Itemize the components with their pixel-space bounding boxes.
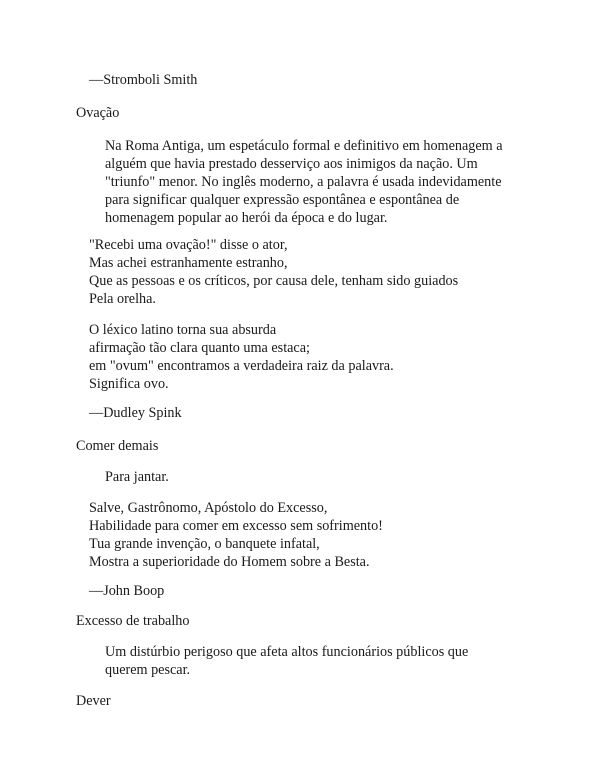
attribution-stromboli-smith: —Stromboli Smith <box>89 72 198 88</box>
entry-term-ovacao: Ovação <box>76 105 120 121</box>
verse-line: Habilidade para comer em excesso sem sofrimento! <box>89 518 383 534</box>
verse-line: Mas achei estranhamente estranho, <box>89 255 288 271</box>
definition-line: Na Roma Antiga, um espetáculo formal e definitivo em homenagem a <box>105 138 503 154</box>
definition-line: Para jantar. <box>105 469 169 485</box>
definition-line: querem pescar. <box>105 662 191 678</box>
verse-line: Significa ovo. <box>89 376 169 392</box>
definition-line: alguém que havia prestado desserviço aos inimigos da nação. Um <box>105 156 478 172</box>
definition-line: "triunfo" menor. No inglês moderno, a palavra é usada indevidamente <box>105 174 502 190</box>
verse-line: Salve, Gastrônomo, Apóstolo do Excesso, <box>89 500 328 516</box>
entry-term-comer-demais: Comer demais <box>76 438 159 454</box>
verse-line: O léxico latino torna sua absurda <box>89 322 277 338</box>
attribution-dudley-spink: —Dudley Spink <box>89 405 182 421</box>
attribution-john-boop: —John Boop <box>89 583 165 599</box>
verse-line: em "ovum" encontramos a verdadeira raiz da palavra. <box>89 358 394 374</box>
definition-line: homenagem popular ao herói da época e do lugar. <box>105 210 388 226</box>
definition-line: para significar qualquer expressão espontânea e espontânea de <box>105 192 460 208</box>
verse-line: Mostra a superioridade do Homem sobre a Besta. <box>89 554 370 570</box>
verse-line: Tua grande invenção, o banquete infatal, <box>89 536 320 552</box>
entry-term-excesso-de-trabalho: Excesso de trabalho <box>76 613 190 629</box>
entry-term-dever: Dever <box>76 693 111 709</box>
definition-line: Um distúrbio perigoso que afeta altos funcionários públicos que <box>105 644 469 660</box>
verse-line: "Recebi uma ovação!" disse o ator, <box>89 237 288 253</box>
verse-line: Pela orelha. <box>89 291 156 307</box>
verse-line: Que as pessoas e os críticos, por causa dele, tenham sido guiados <box>89 273 459 289</box>
verse-line: afirmação tão clara quanto uma estaca; <box>89 340 310 356</box>
